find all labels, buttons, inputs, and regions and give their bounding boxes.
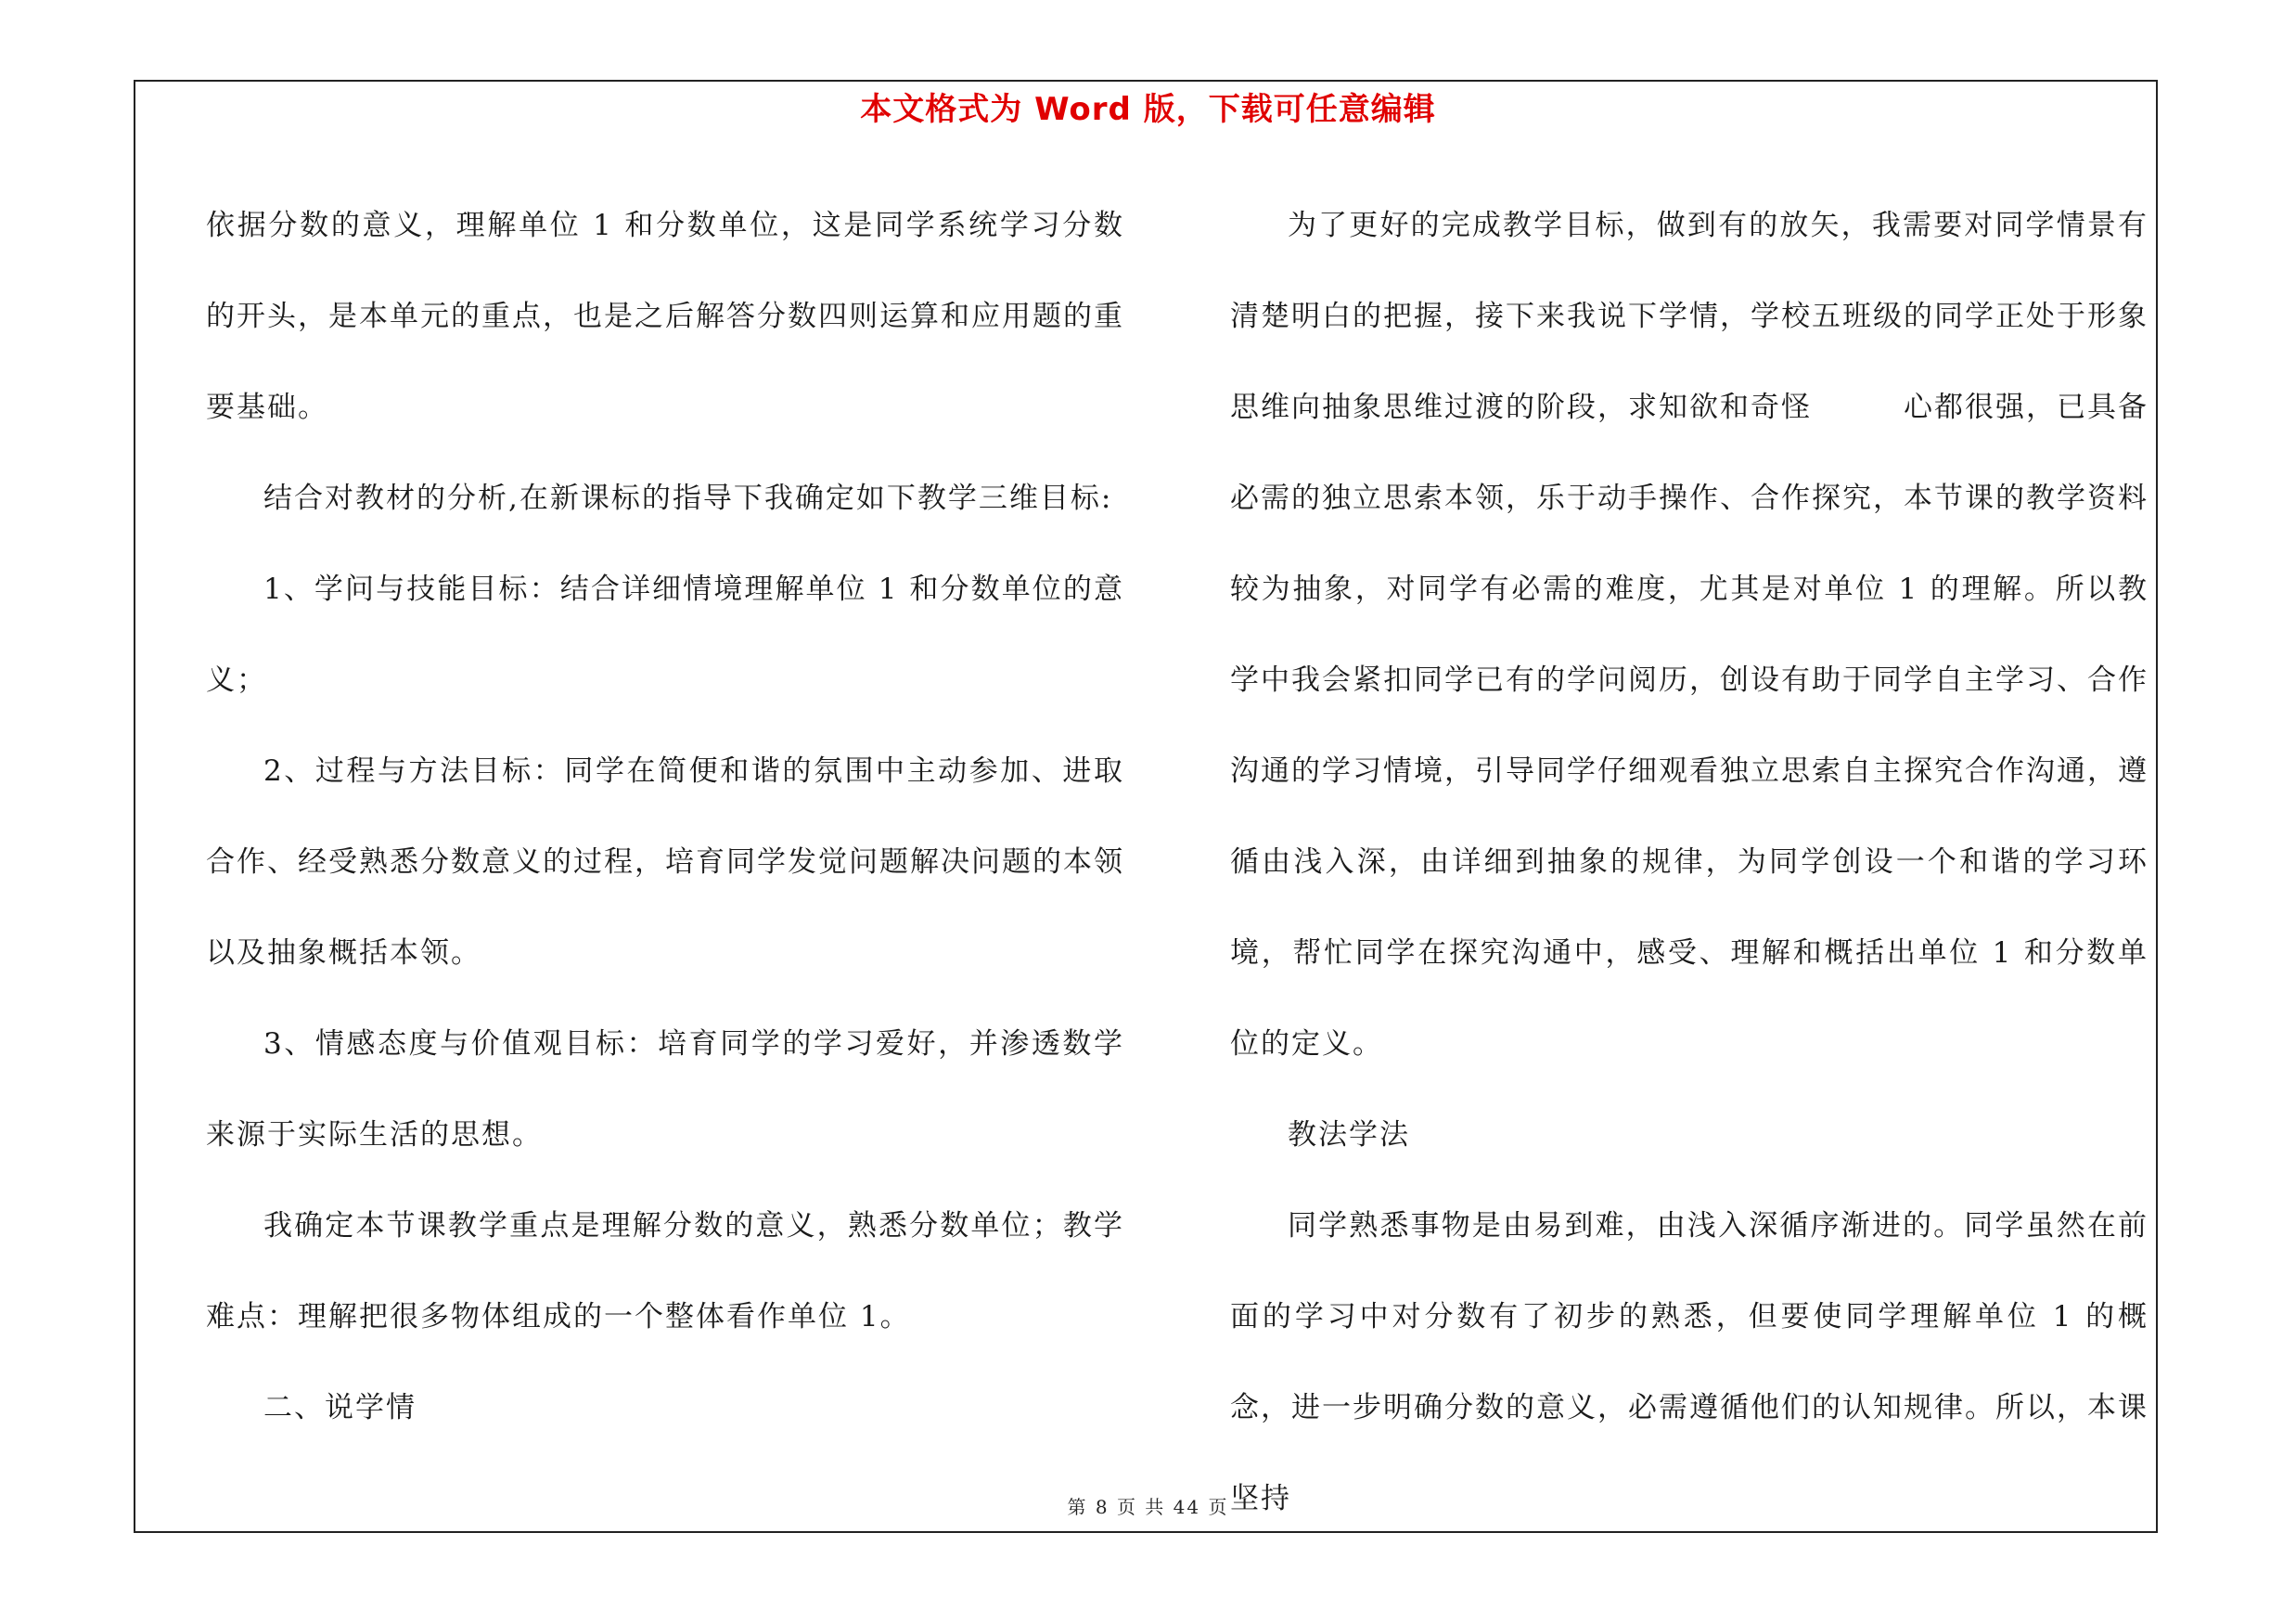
paragraph: 依据分数的意义，理解单位 1 和分数单位，这是同学系统学习分数的开头，是本单元的重点，也是之后解答分数四则运算和应用题的重要基础。: [206, 209, 1124, 424]
right-text-column: [1230, 180, 2148, 1544]
format-banner: 本文格式为 Word 版，下载可任意编辑: [860, 91, 1436, 128]
section-heading: 二、说学情: [263, 1391, 417, 1424]
paragraph: 1、学问与技能目标：结合详细情境理解单位 1 和分数单位的意义；: [206, 573, 1124, 697]
paragraph: 结合对教材的分析,在新课标的指导下我确定如下教学三维目标:: [263, 482, 1113, 515]
section-heading: 教法学法: [1288, 1118, 1410, 1152]
paragraph: 3、情感态度与价值观目标：培育同学的学习爱好，并渗透数学来源于实际生活的思想。: [206, 1027, 1124, 1152]
paragraph: 为了更好的完成教学目标，做到有的放矢，我需要对同学情景有清楚明白的把握，接下来我说下学情，学校五班级的同学正处于形象思维向抽象思维过渡的阶段，求知欲和奇怪 心都很强，已具备必需的独立思索本领，乐于动手操作、合作探究，本节课的教学资料较为抽象，对同学有必需的难度，尤其是对单位 1 的理解。所以教学中我会紧扣同学已有的学问阅历，创设有助于同学自主学习、合作沟通的学习情境，引导同学仔细观看独立思索自主探究合作沟通，遵循由浅入深，由详细到抽象的规律，为同学创设一个和谐的学习环境，帮忙同学在探究沟通中，感受、理解和概括出单位 1 和分数单位的定义。: [1230, 209, 2148, 1061]
left-text-column: [206, 180, 1124, 1453]
paragraph: 我确定本节课教学重点是理解分数的意义，熟悉分数单位；教学难点：理解把很多物体组成的一个整体看作单位 1。: [206, 1209, 1124, 1333]
paragraph: 同学熟悉事物是由易到难，由浅入深循序渐进的。同学虽然在前面的学习中对分数有了初步的熟悉，但要使同学理解单位 1 的概念，进一步明确分数的意义，必需遵循他们的认知规律。所以，本课坚持: [1230, 1209, 2148, 1515]
page-number: 第 8 页 共 44 页: [1067, 1496, 1229, 1518]
paragraph: 2、过程与方法目标：同学在简便和谐的氛围中主动参加、进取合作、经受熟悉分数意义的过程，培育同学发觉问题解决问题的本领以及抽象概括本领。: [206, 754, 1124, 970]
